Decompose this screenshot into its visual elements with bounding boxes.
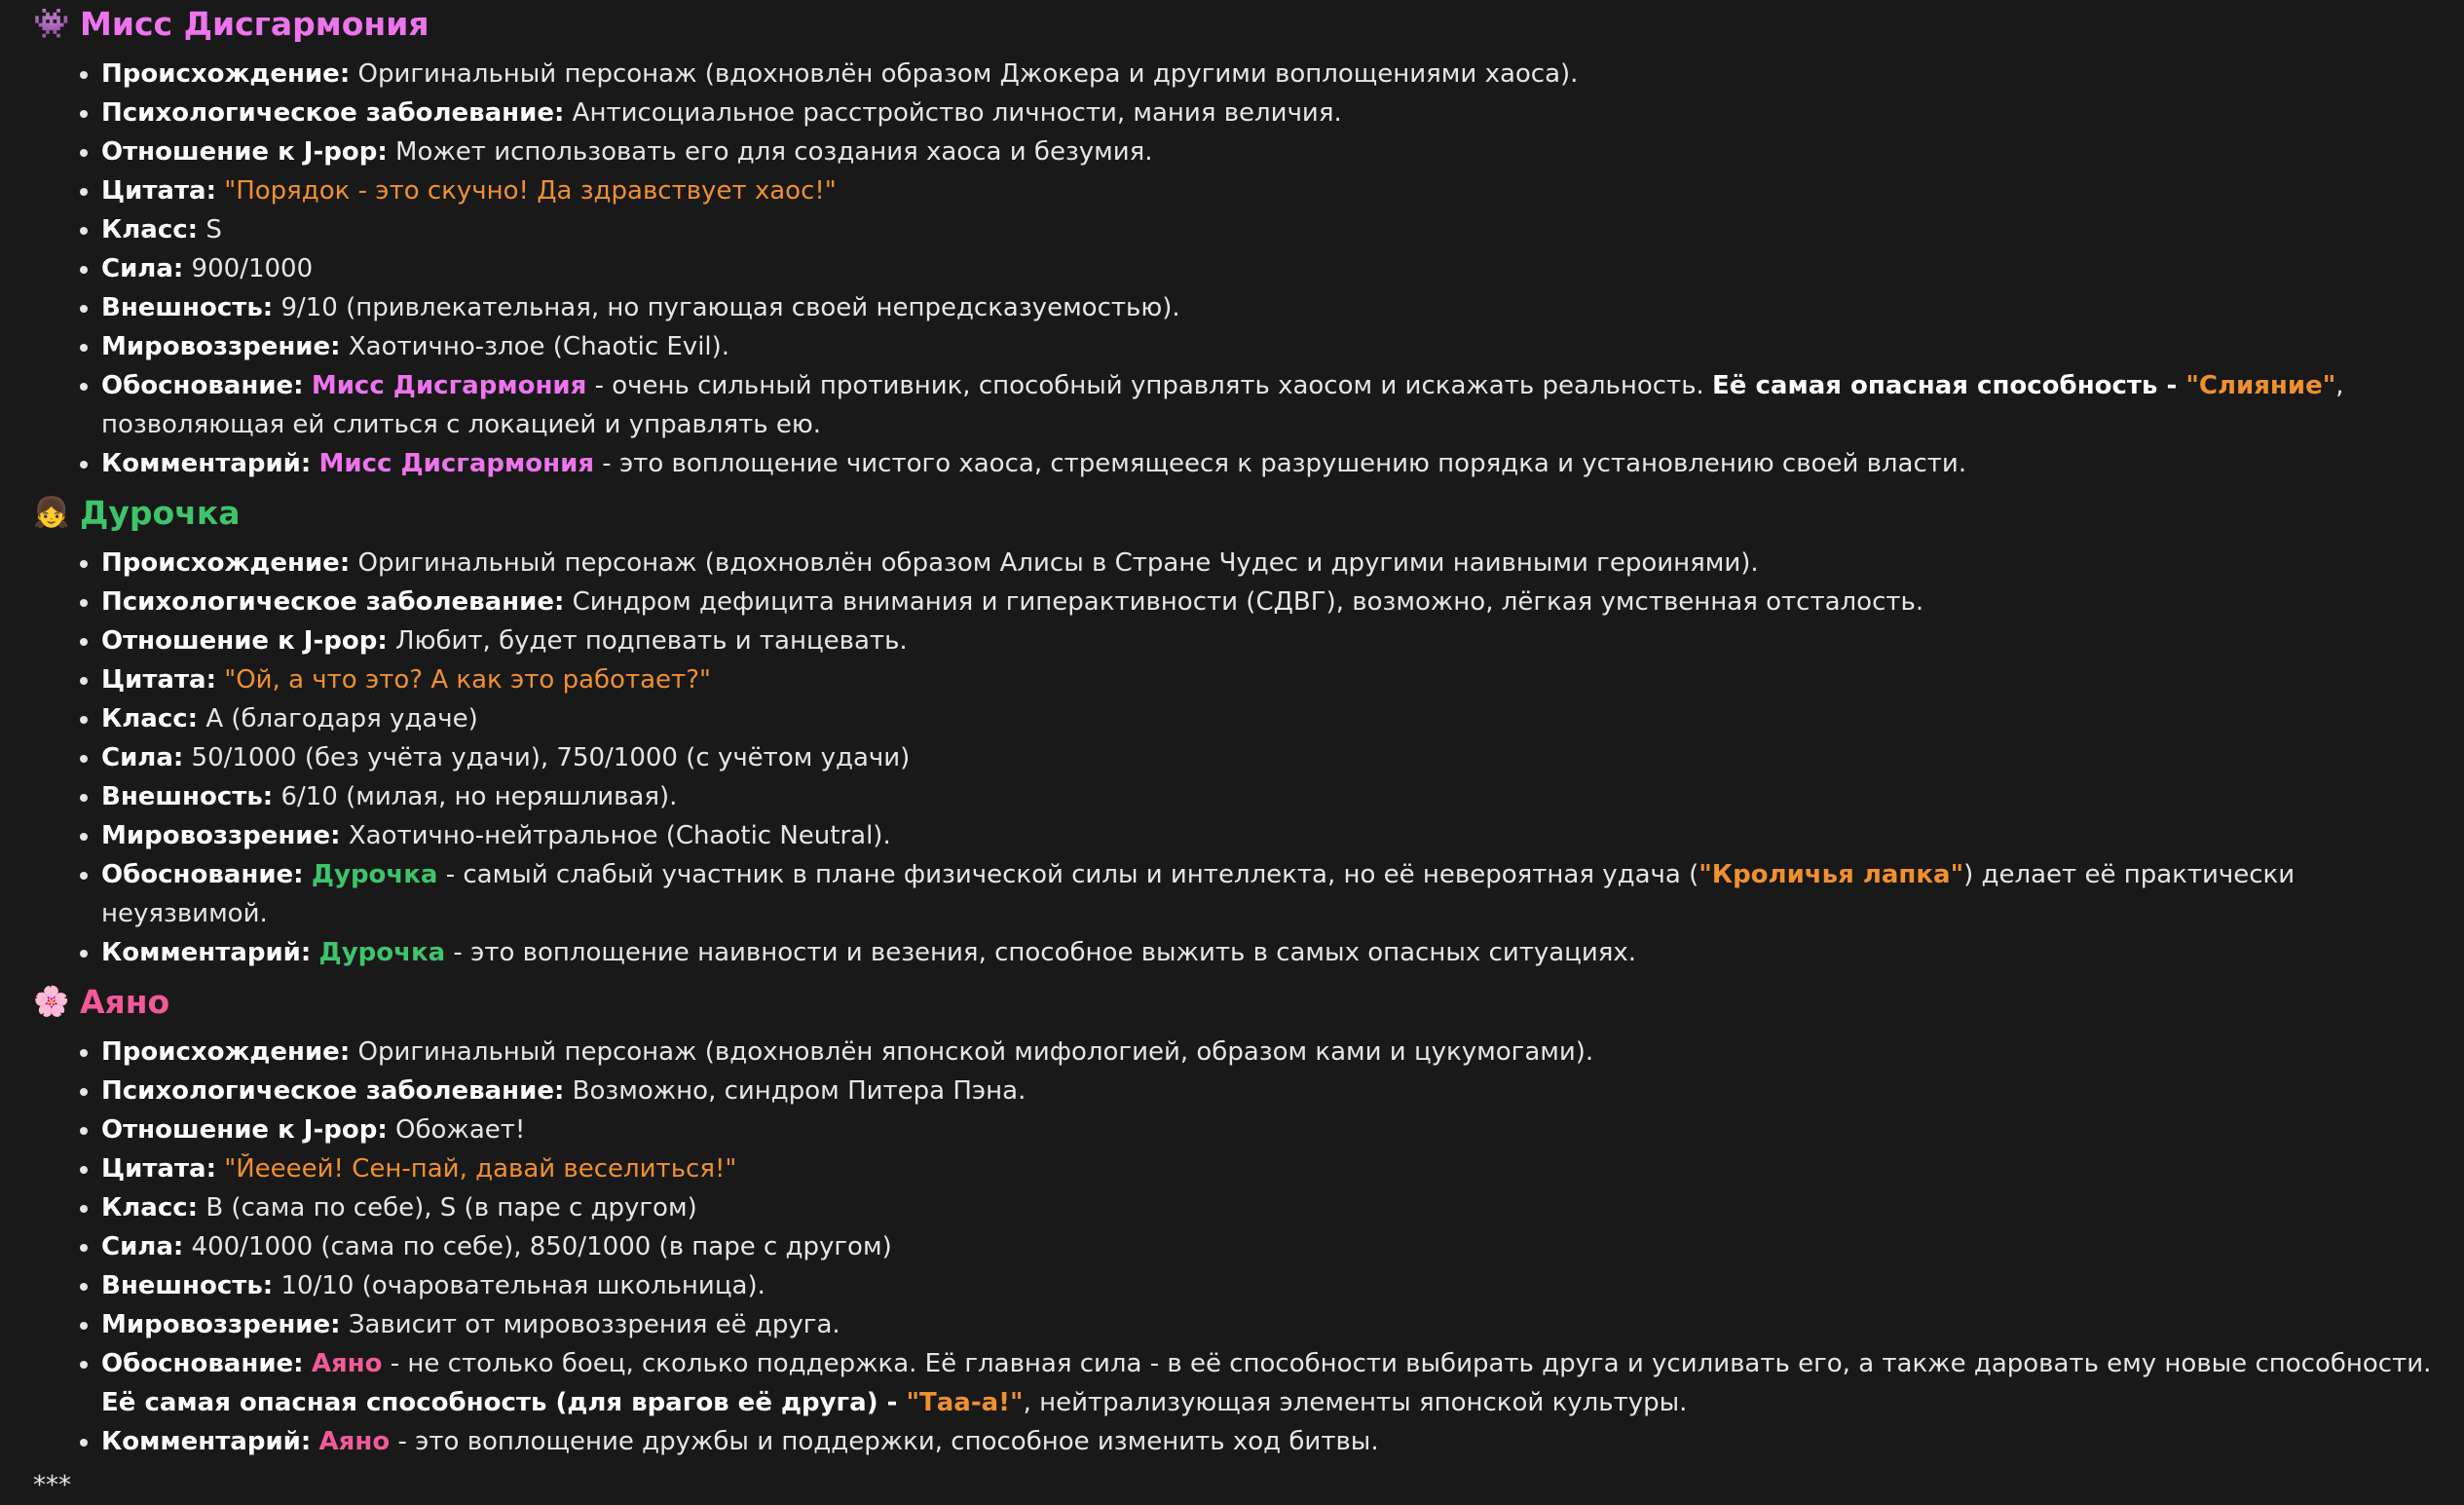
comment-label: Комментарий: [101,449,312,478]
comment-name: Мисс Дисгармония [318,449,595,478]
space-invader-icon: 👾 [33,7,70,41]
jpop-label: Отношение к J-pop: [101,137,388,167]
list-item [101,544,2448,583]
disease-label: Психологическое заболевание: [101,98,565,128]
origin-value: Оригинальный персонаж (вдохновлён образом Алисы в Стране Чудес и другими наивными героинями). [350,548,1759,578]
alignment-value: Хаотично-нейтральное (Chaotic Neutral). [340,821,891,850]
reason-ability: "Таа-а!" [906,1388,1024,1417]
reason-text: - очень сильный противник, способный управлять хаосом и искажать реальность. [586,371,1713,400]
list-item [101,1344,2448,1422]
property-list [33,1033,2448,1461]
comment-value: - это воплощение дружбы и поддержки, способное изменить ход битвы. [390,1427,1379,1456]
list-item [101,1188,2448,1227]
quote-label: Цитата: [101,1154,216,1184]
list-item [101,1227,2448,1266]
disease-label: Психологическое заболевание: [101,1076,565,1106]
power-label: Сила: [101,743,184,772]
comment-label: Комментарий: [101,1427,312,1456]
list-item [101,249,2448,288]
reason-bold: Её самая опасная способность (для врагов её друга) - [101,1388,907,1417]
comment-value: - это воплощение наивности и везения, способное выжить в самых опасных ситуациях. [445,938,1637,967]
list-item [101,1110,2448,1149]
list-item [101,1422,2448,1461]
origin-value: Оригинальный персонаж (вдохновлён образом Джокера и другими воплощениями хаоса). [350,59,1579,89]
reason-ability: "Кроличья лапка" [1699,860,1964,889]
comment-name: Дурочка [318,938,446,967]
reason-ability: "Слияние" [2185,371,2336,400]
list-item [101,933,2448,972]
quote-value: "Ой, а что это? А как это работает?" [224,665,711,695]
looks-value: 6/10 (милая, но неряшливая). [273,782,678,811]
reason-name: Мисс Дисгармония [311,371,587,400]
origin-label: Происхождение: [101,1037,351,1067]
looks-label: Внешность: [101,293,274,322]
list-item [101,699,2448,738]
jpop-label: Отношение к J-pop: [101,1115,388,1145]
list-item [101,366,2448,444]
class-value: B (сама по себе), S (в паре с другом) [198,1193,697,1223]
disease-value: Антисоциальное расстройство личности, мания величия. [564,98,1342,128]
list-item [101,210,2448,249]
jpop-label: Отношение к J-pop: [101,626,388,656]
reason-tail: ) делает её практически неуязвимой. [101,860,2296,928]
origin-label: Происхождение: [101,59,351,89]
power-label: Сила: [101,1232,184,1261]
comment-value: - это воплощение чистого хаоса, стремящееся к разрушению порядка и установлению своей власти. [594,449,1967,478]
comment-label: Комментарий: [101,938,312,967]
property-list [33,55,2448,483]
jpop-value: Обожает! [387,1115,526,1145]
class-label: Класс: [101,1193,199,1223]
list-item [101,327,2448,366]
reason-text: - не столько боец, сколько поддержка. Её главная сила - в её способности выбирать друга и усиливать его, а также даровать ему новые способности. [382,1349,2432,1378]
origin-label: Происхождение: [101,548,351,578]
jpop-value: Любит, будет подпевать и танцевать. [387,626,908,656]
list-item [101,1305,2448,1344]
character-name: Аяно [80,983,170,1021]
document [33,0,2448,1467]
disease-value: Синдром дефицита внимания и гиперактивности (СДВГ), возможно, лёгкая умственная отсталость. [564,587,1924,617]
list-item [101,1266,2448,1305]
reason-tail: , позволяющая ей слиться с локацией и управлять ею. [101,371,2344,439]
separator: *** [33,1471,71,1500]
alignment-label: Мировоззрение: [101,821,341,850]
reason-label: Обоснование: [101,1349,304,1378]
quote-value: "Порядок - это скучно! Да здравствует хаос!" [224,176,837,206]
comment-name: Аяно [318,1427,391,1456]
list-item [101,660,2448,699]
disease-value: Возможно, синдром Питера Пэна. [564,1076,1027,1106]
reason-name: Аяно [311,1349,383,1378]
alignment-value: Зависит от мировоззрения её друга. [340,1310,840,1339]
quote-label: Цитата: [101,665,216,695]
list-item [101,1033,2448,1072]
looks-label: Внешность: [101,1271,274,1300]
reason-name: Дурочка [311,860,438,889]
disease-label: Психологическое заболевание: [101,587,565,617]
character-name: Дурочка [80,494,241,532]
power-value: 900/1000 [183,254,314,283]
power-value: 50/1000 (без учёта удачи), 750/1000 (с учётом удачи) [183,743,911,772]
character-section-durochka [33,489,2448,972]
list-item [101,621,2448,660]
jpop-value: Может использовать его для создания хаоса и безумия. [387,137,1153,167]
list-item [101,816,2448,855]
list-item [101,444,2448,483]
list-item [101,777,2448,816]
list-item [101,94,2448,132]
list-item [101,288,2448,327]
class-label: Класс: [101,704,199,734]
list-item [101,1149,2448,1188]
character-name: Мисс Дисгармония [80,5,429,43]
list-item [101,132,2448,171]
class-value: S [198,215,222,245]
power-value: 400/1000 (сама по себе), 850/1000 (в паре с другом) [183,1232,892,1261]
character-section-miss [33,0,2448,483]
quote-value: "Йеееей! Сен-пай, давай веселиться!" [224,1154,737,1184]
list-item [101,583,2448,621]
looks-label: Внешность: [101,782,274,811]
reason-text: - самый слабый участник в плане физической силы и интеллекта, но её невероятная удача ( [437,860,1699,889]
alignment-label: Мировоззрение: [101,332,341,361]
alignment-value: Хаотично-злое (Chaotic Evil). [340,332,730,361]
origin-value: Оригинальный персонаж (вдохновлён японской мифологией, образом ками и цукумогами). [350,1037,1594,1067]
section-title [33,489,2448,536]
section-title [33,978,2448,1025]
quote-label: Цитата: [101,176,216,206]
cherry-blossom-icon: 🌸 [33,985,70,1019]
class-label: Класс: [101,215,199,245]
power-label: Сила: [101,254,184,283]
reason-bold: Её самая опасная способность - [1712,371,2186,400]
section-title [33,0,2448,47]
looks-value: 10/10 (очаровательная школьница). [273,1271,765,1300]
list-item [101,171,2448,210]
class-value: A (благодаря удаче) [198,704,478,734]
list-item [101,738,2448,777]
list-item [101,55,2448,94]
looks-value: 9/10 (привлекательная, но пугающая своей непредсказуемостью). [273,293,1180,322]
character-section-ayano [33,978,2448,1461]
reason-label: Обоснование: [101,860,304,889]
reason-tail: , нейтрализующая элементы японской культуры. [1023,1388,1688,1417]
list-item [101,855,2448,933]
list-item [101,1072,2448,1110]
reason-label: Обоснование: [101,371,304,400]
property-list [33,544,2448,972]
girl-icon: 👧 [33,496,70,530]
alignment-label: Мировоззрение: [101,1310,341,1339]
